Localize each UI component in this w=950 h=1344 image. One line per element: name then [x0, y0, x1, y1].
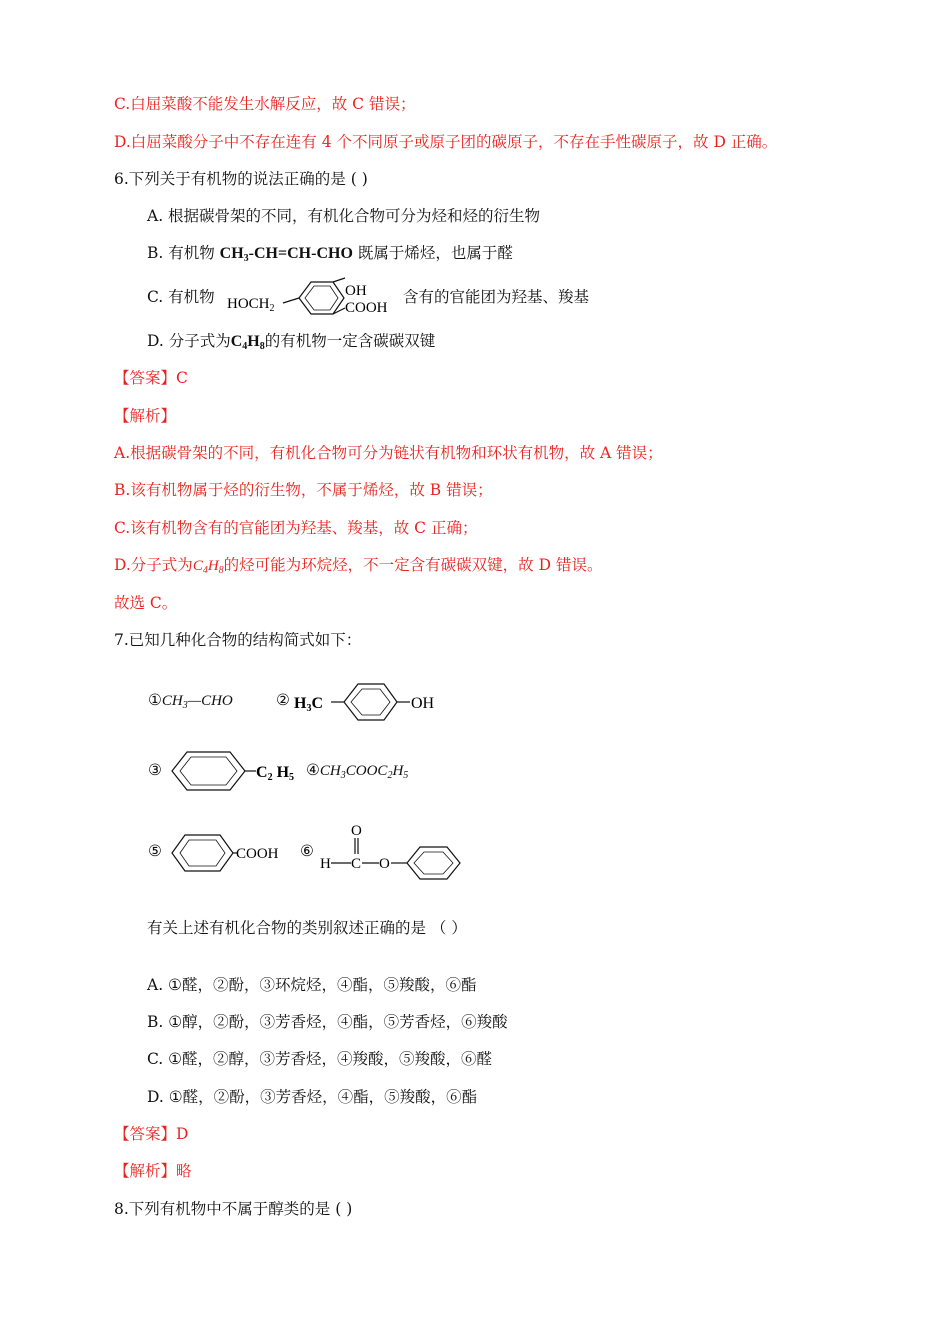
structure-1: $①CH_3—CHO$: [148, 691, 233, 711]
structure-2-cresol: [294, 682, 444, 722]
q7-option-b: B. ①醇，②酚，③芳香烃，④酯，⑤芳香烃，⑥羧酸: [147, 1013, 508, 1031]
q6-analysis-label: 【解析】: [114, 407, 177, 425]
q6-option-d-suffix: 的有机物一定含碳碳双键: [264, 332, 436, 350]
q6-option-b: [147, 242, 513, 265]
structure-6-phenyl-formate: [318, 820, 468, 884]
q6-option-c-suffix: 含有的官能团为羟基、羧基: [403, 288, 590, 306]
q6-explanation-b: B.该有机物属于烃的衍生物，不属于烯烃，故 B 错误；: [114, 481, 493, 499]
q7-stem: 7.已知几种化合物的结构简式如下：: [114, 631, 362, 649]
q6-explanation-a: A.根据碳骨架的不同，有机化合物可分为链状有机物和环状有机物，故 A 错误；: [114, 444, 663, 462]
q6-option-d-formula: $C_4H_8$: [230, 333, 265, 352]
carbonyl-c-label: C: [351, 856, 362, 872]
q7-question: 有关上述有机化合物的类别叙述正确的是 （ ）: [147, 919, 467, 937]
q6-option-c-prefix: C. 有机物: [147, 288, 215, 306]
q6-option-b-formula: $CH_3-CH=CH$-CHO: [219, 245, 353, 264]
c4h8-italic-formula: $C_4H_8$: [192, 558, 224, 576]
q6-option-a: A. 根据碳骨架的不同，有机化合物可分为烃和烃的衍生物: [147, 207, 541, 225]
explanation-c-prev: C.白屈菜酸不能发生水解反应，故 C 错误；: [114, 95, 416, 113]
formate-h-label: H: [320, 856, 331, 872]
q6-explanation-c: C.该有机物含有的官能团为羟基、羧基，故 C 正确；: [114, 519, 478, 537]
cooh-label: COOH: [345, 300, 388, 316]
q6-stem: 6.下列关于有机物的说法正确的是 ( ): [114, 170, 368, 188]
q7-option-d: D. ①醛，②酚，③芳香烃，④酯，⑤羧酸，⑥酯: [147, 1088, 478, 1106]
carbonyl-o-label: O: [351, 823, 362, 839]
structure-4-formula: $CH_3COOC_2H_5$: [319, 763, 409, 781]
benzoic-cooh-label: COOH: [236, 846, 279, 862]
q6-option-b-suffix: 既属于烯烃，也属于醛: [352, 244, 513, 262]
q6-option-d: [147, 330, 435, 353]
structure-6-number: ⑥: [300, 842, 314, 860]
q6-structure-hydroxybenzoic: [227, 278, 402, 318]
explanation-d-prev: D.白屈菜酸分子中不存在连有 4 个不同原子或原子团的碳原子，不存在手性碳原子，故 D 正确。: [114, 133, 778, 151]
q7-answer: 【答案】D: [114, 1125, 189, 1143]
q7-analysis: 【解析】略: [114, 1162, 192, 1180]
hoch2-label: $HOCH_2$: [227, 296, 275, 314]
q6-option-c: [147, 286, 215, 308]
structure-3-ethylbenzene: [170, 750, 300, 792]
q6-explanation-d: D.分子式为$C_4H_8$的烃可能为环烷烃，不一定含有碳碳双键，故 D 错误。: [114, 556, 603, 576]
q6-option-b-prefix: B. 有机物: [147, 244, 220, 262]
structure-1-formula: $CH_3—CHO$: [161, 693, 233, 711]
structure-4: $④CH_3COOC_2H_5$: [306, 761, 409, 781]
c2h5-label: C2 H5: [256, 764, 295, 783]
oh-label: OH: [345, 283, 367, 299]
q6-option-d-prefix: D. 分子式为: [147, 332, 231, 350]
structure-5-benzoic-acid: [170, 832, 290, 874]
q6-answer: 【答案】C: [114, 369, 188, 387]
structure-2-number: ②: [276, 691, 290, 709]
structure-3-number: ③: [148, 761, 162, 779]
phenol-oh-label: OH: [411, 695, 435, 712]
q8-stem: 8.下列有机物中不属于醇类的是 ( ): [114, 1200, 353, 1218]
ester-o-label: O: [379, 856, 390, 872]
q6-conclusion: 故选 C。: [114, 594, 178, 612]
h3c-label: H3C: [294, 695, 324, 714]
q7-option-a: A. ①醛，②酚，③环烷烃，④酯，⑤羧酸，⑥酯: [147, 976, 477, 994]
q7-option-c: C. ①醛，②醇，③芳香烃，④羧酸，⑤羧酸，⑥醛: [147, 1050, 493, 1068]
structure-5-number: ⑤: [148, 842, 162, 860]
